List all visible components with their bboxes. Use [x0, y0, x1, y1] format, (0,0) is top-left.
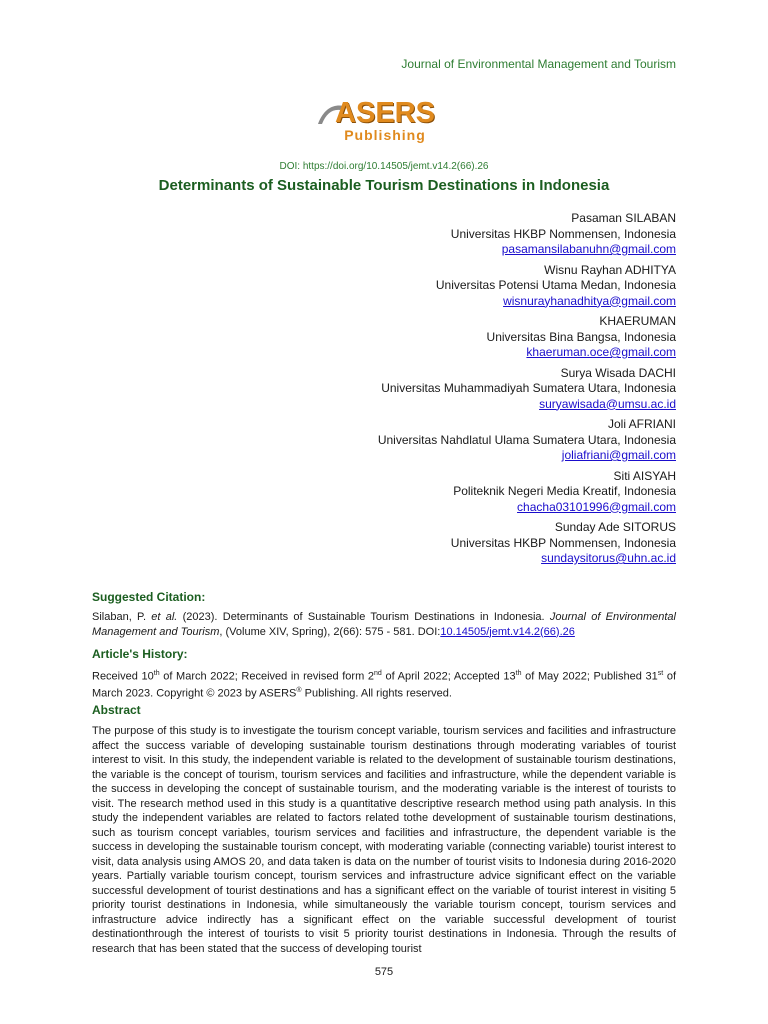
abstract-heading: Abstract	[92, 703, 141, 717]
author-block	[176, 211, 676, 258]
author-block	[176, 366, 676, 413]
author-name: KHAERUMAN	[599, 314, 676, 328]
citation-part: (2023). Determinants of Sustainable Tourism Destinations in Indonesia.	[182, 611, 545, 623]
page-number: 575	[374, 966, 394, 978]
abstract-text: The purpose of this study is to investigate the tourism concept variable, tourism services and facilities and infrastructure affect the success variable of developing sustainable tourism destinations through moderating variables of tourist interest to visit. In this study, the independent variable is related to the development of sustainable tourism destinations, the variable is the concept of tourism, tourism services and facilities and infrastructure, while the dependent variable is the success in developing the concept of sustainable tourism, and the moderating variable is the interest of tourists to visit. The research method used in this study is a quantitative descriptive research method using path analysis. In this study the independent variables are related to factors related tothe development of sustainable tourism destinations, such as tourism concept variables, tourism services and facilities and infrastructure, the dependent variable is the success in developing the sustainable tourism concept, with moderating variable (connecting variable) tourist interest to visit, data analysis using AMOS 20, and data taken is data on the number of tourist visits to Indonesia during 2016-2020 years. Partially variable tourism concept, tourism services and infrastructure advice significant effect on the variable successful development of tourist destinations and has a significant effect on the variable of tourist interest in visiting 5 priority tourist destinations in Indonesia, while simultaneously the variable tourism concept, tourism services and infrastructure advice indirectly has a significant effect on the variable successful development of tourist destinationthrough the interest of tourists to visit 5 priority tourist destinations in Indonesia. Through the results of research that has been stated that the success of developing tourist	[92, 725, 676, 955]
author-name: Surya Wisada DACHI	[560, 365, 676, 380]
asers-publishing-logo	[320, 98, 450, 150]
citation-text	[92, 610, 676, 639]
author-email-link[interactable]: khaeruman.oce@gmail.com	[526, 345, 676, 359]
citation-journal: Journal of Environmental Management and Tourism	[92, 611, 676, 638]
author-block	[176, 417, 676, 464]
author-affiliation: Universitas HKBP Nommensen, Indonesia	[450, 226, 676, 241]
history-heading: Article's History:	[92, 647, 188, 661]
history-sup: st	[657, 670, 664, 677]
history-part: Publishing. All rights reserved.	[301, 687, 452, 700]
author-name: Joli AFRIANI	[607, 417, 676, 431]
paper-title: Determinants of Sustainable Tourism Destinations in Indonesia	[158, 177, 610, 194]
author-affiliation: Universitas Bina Bangsa, Indonesia	[486, 329, 676, 344]
history-part: of April 2022; Accepted 13	[381, 670, 516, 683]
history-part: of March 2022; Received in revised form 2	[159, 670, 375, 683]
author-affiliation: Universitas HKBP Nommensen, Indonesia	[450, 535, 676, 550]
author-email-link[interactable]: suryawisada@umsu.ac.id	[539, 396, 676, 411]
author-block	[176, 314, 676, 361]
citation-part: , (Volume XIV, Spring), 2(66): 575 - 581. DOI:	[219, 625, 441, 638]
author-block	[176, 263, 676, 310]
author-email-link[interactable]: pasamansilabanuhn@gmail.com	[501, 242, 676, 256]
author-affiliation: Universitas Muhammadiyah Sumatera Utara, Indonesia	[381, 381, 676, 395]
citation-heading: Suggested Citation:	[92, 590, 206, 604]
author-affiliation: Universitas Nahdlatul Ulama Sumatera Utara, Indonesia	[377, 432, 676, 447]
journal-name: Journal of Environmental Management and Tourism	[401, 57, 676, 71]
author-affiliation: Politeknik Negeri Media Kreatif, Indonesia	[453, 484, 676, 498]
author-name: Sunday Ade SITORUS	[554, 520, 676, 534]
author-block	[176, 469, 676, 516]
author-name: Wisnu Rayhan ADHITYA	[544, 262, 676, 277]
author-email-link[interactable]: chacha03101996@gmail.com	[517, 499, 676, 514]
history-sup: th	[153, 670, 160, 677]
history-part: of March 2023. Copyright © 2023 by ASERS	[92, 670, 677, 700]
author-name: Siti AISYAH	[613, 468, 676, 483]
author-email-link[interactable]: wisnurayhanadhitya@gmail.com	[503, 293, 676, 308]
author-name: Pasaman SILABAN	[571, 211, 676, 225]
history-part: of May 2022; Published 31	[521, 670, 658, 683]
citation-part: Silaban, P.	[92, 611, 146, 623]
citation-etal: et al.	[151, 611, 178, 623]
logo-brand: ASERS	[335, 97, 435, 129]
author-affiliation: Universitas Potensi Utama Medan, Indonesia	[435, 278, 676, 292]
history-sup: ®	[296, 687, 302, 695]
history-sup: th	[515, 670, 522, 677]
author-email-link[interactable]: joliafriani@gmail.com	[561, 448, 676, 462]
history-sup: nd	[374, 670, 382, 677]
author-block	[176, 520, 676, 567]
history-part: Received 10	[92, 670, 154, 683]
history-text	[92, 667, 676, 701]
author-email-link[interactable]: sundaysitorus@uhn.ac.id	[541, 551, 676, 565]
doi-line[interactable]: DOI: https://doi.org/10.14505/jemt.v14.2(66).26	[279, 161, 489, 172]
citation-doi-link[interactable]: 10.14505/jemt.v14.2(66).26	[440, 625, 575, 638]
logo-sub: Publishing	[344, 127, 426, 143]
author-list	[176, 211, 676, 572]
